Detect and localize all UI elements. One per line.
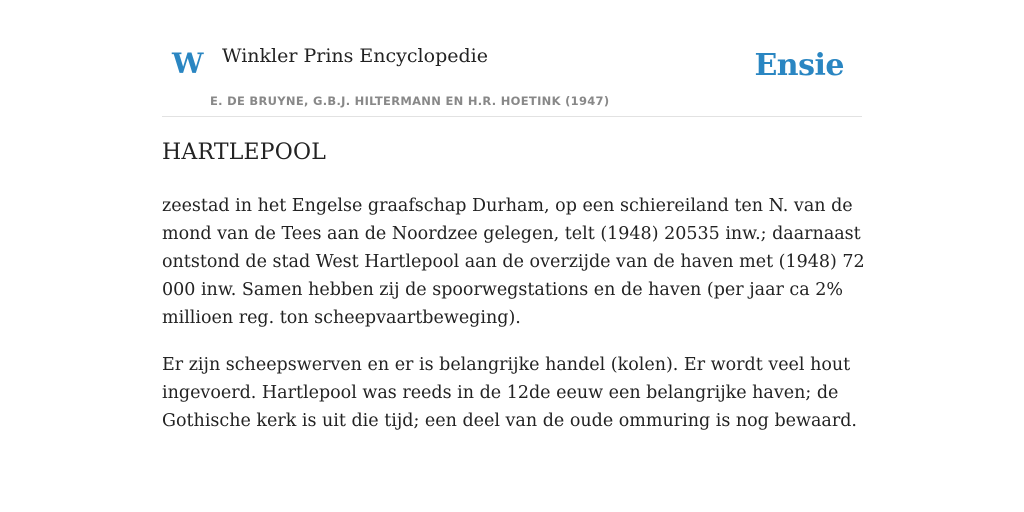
article-headword: HARTLEPOOL [162, 140, 327, 165]
source-authors: E. DE BRUYNE, G.B.J. HILTERMANN EN H.R. HOETINK (1947) [210, 94, 610, 108]
article-paragraph-2: Er zijn scheepswerven en er is belangrijke handel (kolen). Er wordt veel hout ingevoerd. Hartlepool was reeds in de 12de eeuw een belangrijke haven; de Gothische kerk is uit die tijd; een deel van de oude ommuring is nog bewaard. [162, 355, 857, 431]
article-body [162, 192, 866, 454]
source-header [162, 0, 862, 117]
ensie-logo-link[interactable]: Ensie [754, 48, 844, 83]
source-logo-icon[interactable]: W [172, 47, 204, 80]
source-title-link[interactable]: Winkler Prins Encyclopedie [222, 45, 488, 67]
article-paragraph-1: zeestad in het Engelse graafschap Durham, op een schiereiland ten N. van de mond van de Tees aan de Noordzee gelegen, telt (1948) 20535 inw.; daarnaast ontstond de stad West Hartlepool aan de overzijde van de haven met (1948) 72 000 inw. Samen hebben zij de spoorwegstations en de haven (per jaar ca 2% millioen reg. ton scheepvaartbeweging). [162, 196, 865, 328]
